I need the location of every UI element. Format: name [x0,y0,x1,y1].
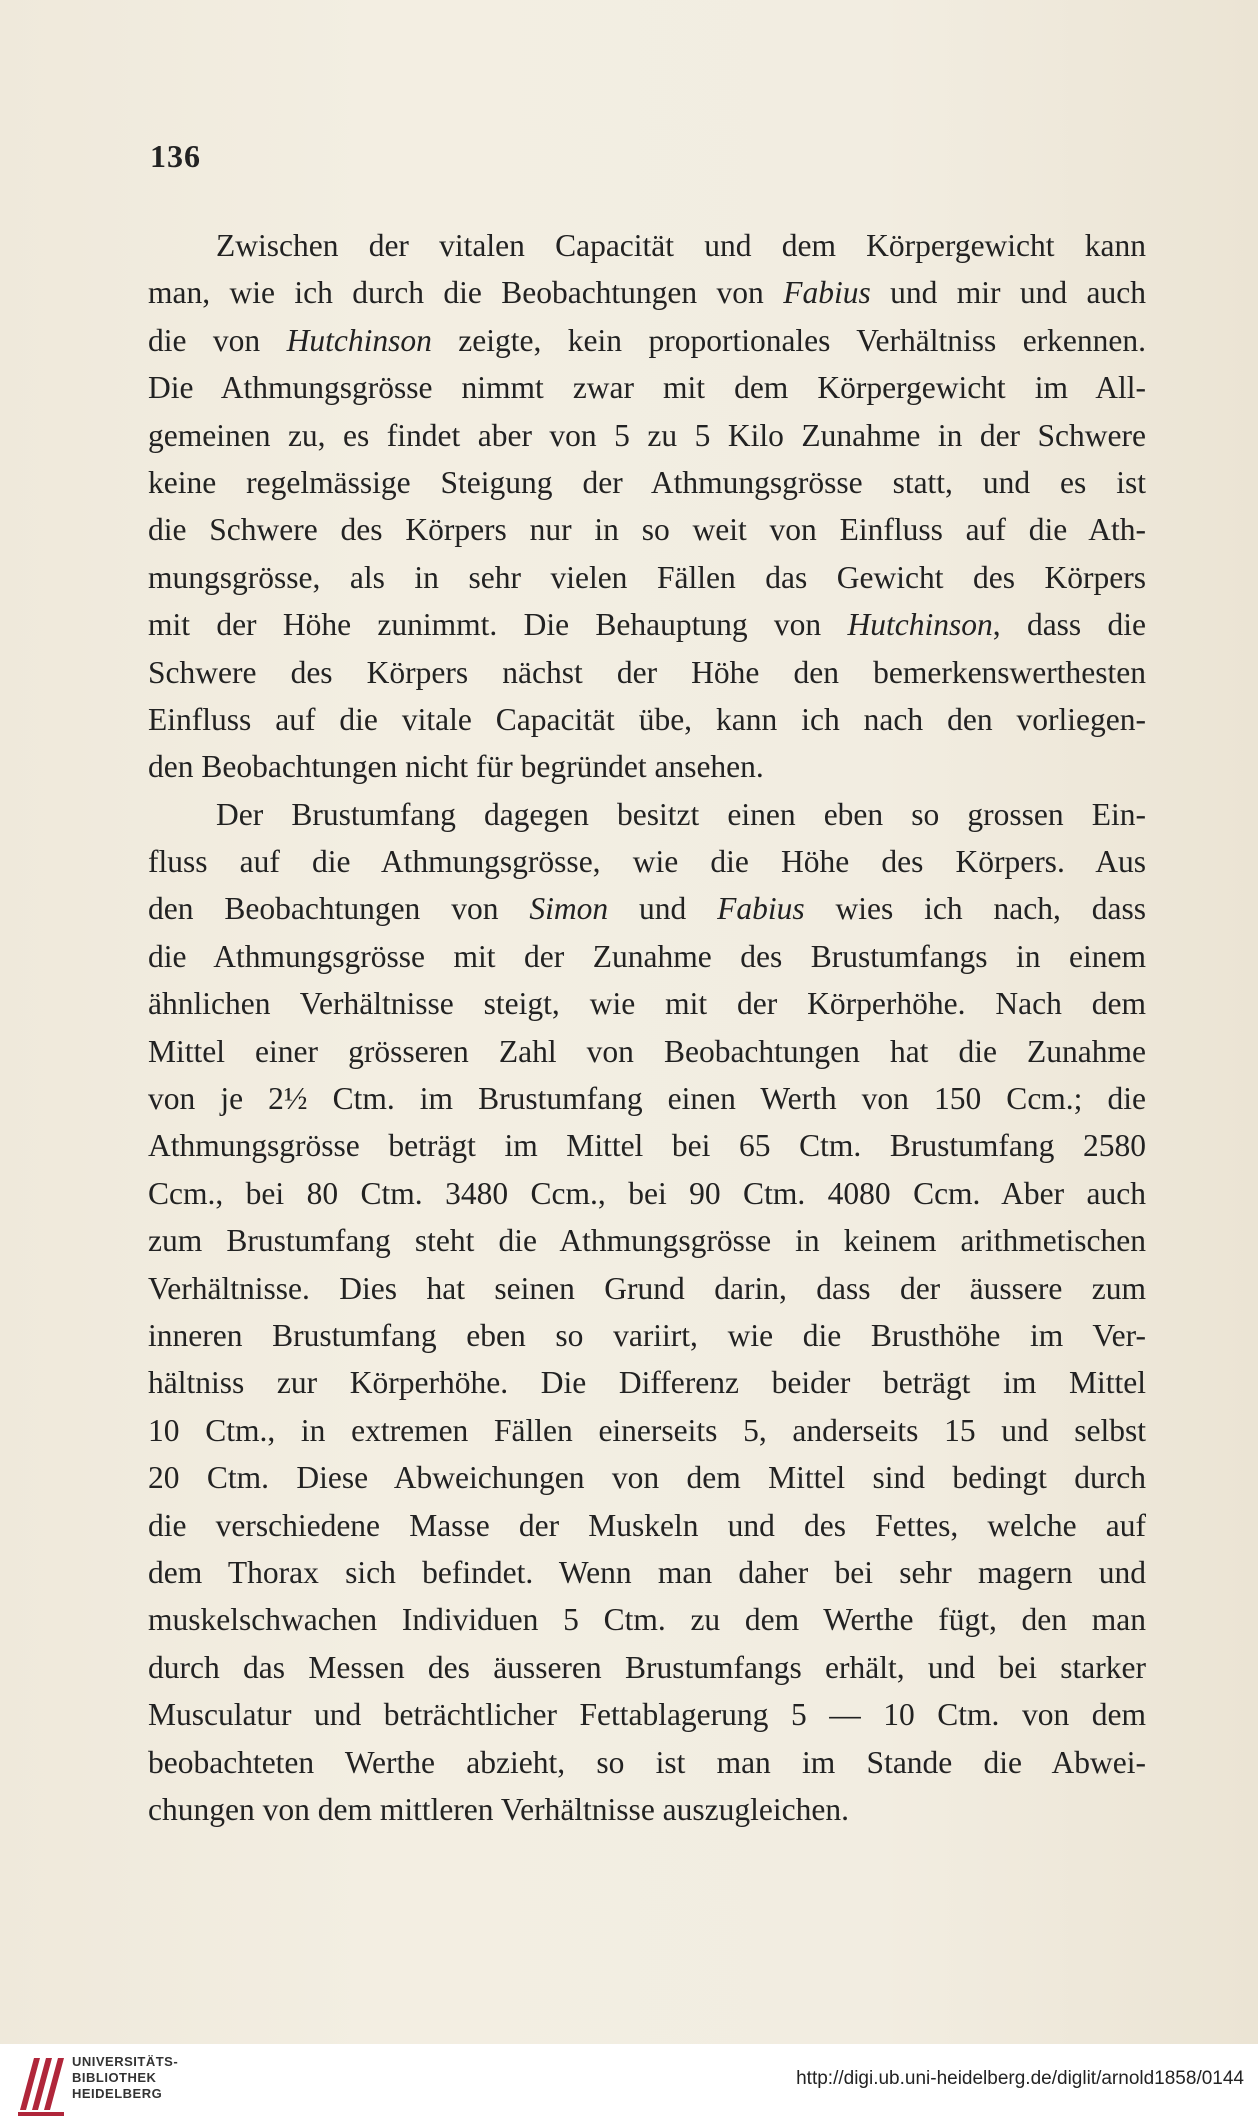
text-line [148,1454,1146,1501]
text-line [148,1170,1146,1217]
text-line [148,459,1146,506]
page-number: 136 [150,138,201,174]
text-line [148,506,1146,553]
text-run: ähnlichen Verhältnisse steigt, wie mit der Körperhöhe. Nach dem [148,986,1146,1022]
italic-name: Fabius [783,275,871,311]
text-run: inneren Brustumfang eben so variirt, wie die Brusthöhe im Ver- [148,1317,1146,1353]
text-run: die verschiedene Masse der Muskeln und des Fettes, welche auf [148,1507,1146,1543]
text-line [148,1502,1146,1549]
source-url[interactable]: http://digi.ub.uni-heidelberg.de/diglit/arnold1858/0144 [796,2068,1244,2089]
text-run: , dass die [992,607,1146,643]
text-run: Ccm., bei 80 Ctm. 3480 Ccm., bei 90 Ctm. 4080 Ccm. Aber auch [148,1175,1146,1211]
text-run: mungsgrösse, als in sehr vielen Fällen das Gewicht des Körpers [148,559,1146,595]
text-line [148,1312,1146,1359]
text-line [148,933,1146,980]
text-line [148,317,1146,364]
text-run: Schwere des Körpers nächst der Höhe den bemerkenswerthesten [148,654,1146,690]
text-line [148,649,1146,696]
text-run: Der Brustumfang dagegen besitzt einen eben so grossen Ein- [216,796,1146,832]
text-line [148,696,1146,743]
library-name [72,2054,178,2102]
text-line [148,412,1146,459]
italic-name: Hutchinson [847,607,993,643]
library-name-line-3: HEIDELBERG [72,2086,163,2101]
text-line [148,1739,1146,1786]
italic-name: Hutchinson [286,322,432,358]
text-run: Athmungsgrösse beträgt im Mittel bei 65 Ctm. Brustumfang 2580 [148,1128,1146,1164]
text-run: man, wie ich durch die Beobachtungen von [148,275,784,311]
library-name-line-1: UNIVERSITÄTS- [72,2054,179,2069]
text-run: den Beobachtungen von [148,891,530,927]
text-line [148,980,1146,1027]
text-run: Die Athmungsgrösse nimmt zwar mit dem Körpergewicht im All- [148,370,1146,406]
text-run: chungen von dem mittleren Verhältnisse auszugleichen. [148,1791,849,1827]
text-run: den Beobachtungen nicht für begründet ansehen. [148,749,764,785]
text-line [148,743,1146,790]
text-run: und mir und auch [870,275,1146,311]
text-line [148,554,1146,601]
italic-name: Simon [529,891,609,927]
text-run: Verhältnisse. Dies hat seinen Grund darin, dass der äussere zum [148,1270,1146,1306]
library-logo-icon [14,2050,66,2120]
text-line [148,1122,1146,1169]
text-run: durch das Messen des äusseren Brustumfangs erhält, und bei starker [148,1649,1146,1685]
text-run: muskelschwachen Individuen 5 Ctm. zu dem Werthe fügt, den man [148,1602,1146,1638]
text-run: und [608,891,718,927]
text-line [148,222,1146,269]
text-line [148,1265,1146,1312]
text-line [148,1691,1146,1738]
text-line [148,1786,1146,1833]
text-run: fluss auf die Athmungsgrösse, wie die Höhe des Körpers. Aus [148,844,1146,880]
text-run: keine regelmässige Steigung der Athmungsgrösse statt, und es ist [148,464,1146,500]
text-line [148,1596,1146,1643]
text-line [148,1359,1146,1406]
text-run: Musculatur und beträchtlicher Fettablagerung 5 — 10 Ctm. von dem [148,1697,1146,1733]
text-line [148,364,1146,411]
text-run: gemeinen zu, es findet aber von 5 zu 5 Kilo Zunahme in der Schwere [148,417,1146,453]
text-run: zeigte, kein proportionales Verhältniss erkennen. [431,322,1147,358]
text-run: mit der Höhe zunimmt. Die Behauptung von [148,607,848,643]
text-line [148,1075,1146,1122]
text-run: dem Thorax sich befindet. Wenn man daher bei sehr magern und [148,1554,1146,1590]
text-line [148,1549,1146,1596]
text-line [148,601,1146,648]
text-run: Zwischen der vitalen Capacität und dem Körpergewicht kann [216,228,1146,263]
text-line [148,838,1146,885]
text-run: beobachteten Werthe abzieht, so ist man im Stande die Abwei- [148,1744,1146,1780]
text-run: 20 Ctm. Diese Abweichungen von dem Mittel sind bedingt durch [148,1460,1146,1496]
library-name-line-2: BIBLIOTHEK [72,2070,157,2085]
italic-name: Fabius [717,891,805,927]
text-line [148,1644,1146,1691]
body-text [148,222,1146,1833]
text-line [148,1217,1146,1264]
text-run: die Athmungsgrösse mit der Zunahme des Brustumfangs in einem [148,938,1146,974]
text-run: 10 Ctm., in extremen Fällen einerseits 5, anderseits 15 und selbst [148,1412,1146,1448]
text-run: wies ich nach, dass [804,891,1147,927]
text-line [148,269,1146,316]
text-run: die Schwere des Körpers nur in so weit von Einfluss auf die Ath- [148,512,1146,548]
text-run: Einfluss auf die vitale Capacität übe, kann ich nach den vorliegen- [148,701,1146,737]
text-run: Mittel einer grösseren Zahl von Beobachtungen hat die Zunahme [148,1033,1146,1069]
text-run: die von [148,322,287,358]
text-run: von je 2½ Ctm. im Brustumfang einen Werth von 150 Ccm.; die [148,1081,1146,1117]
text-line [148,1028,1146,1075]
text-line [148,791,1146,838]
text-line [148,1407,1146,1454]
text-run: zum Brustumfang steht die Athmungsgrösse in keinem arithmetischen [148,1223,1146,1259]
text-run: hältniss zur Körperhöhe. Die Differenz beider beträgt im Mittel [148,1365,1146,1401]
text-line [148,885,1146,932]
